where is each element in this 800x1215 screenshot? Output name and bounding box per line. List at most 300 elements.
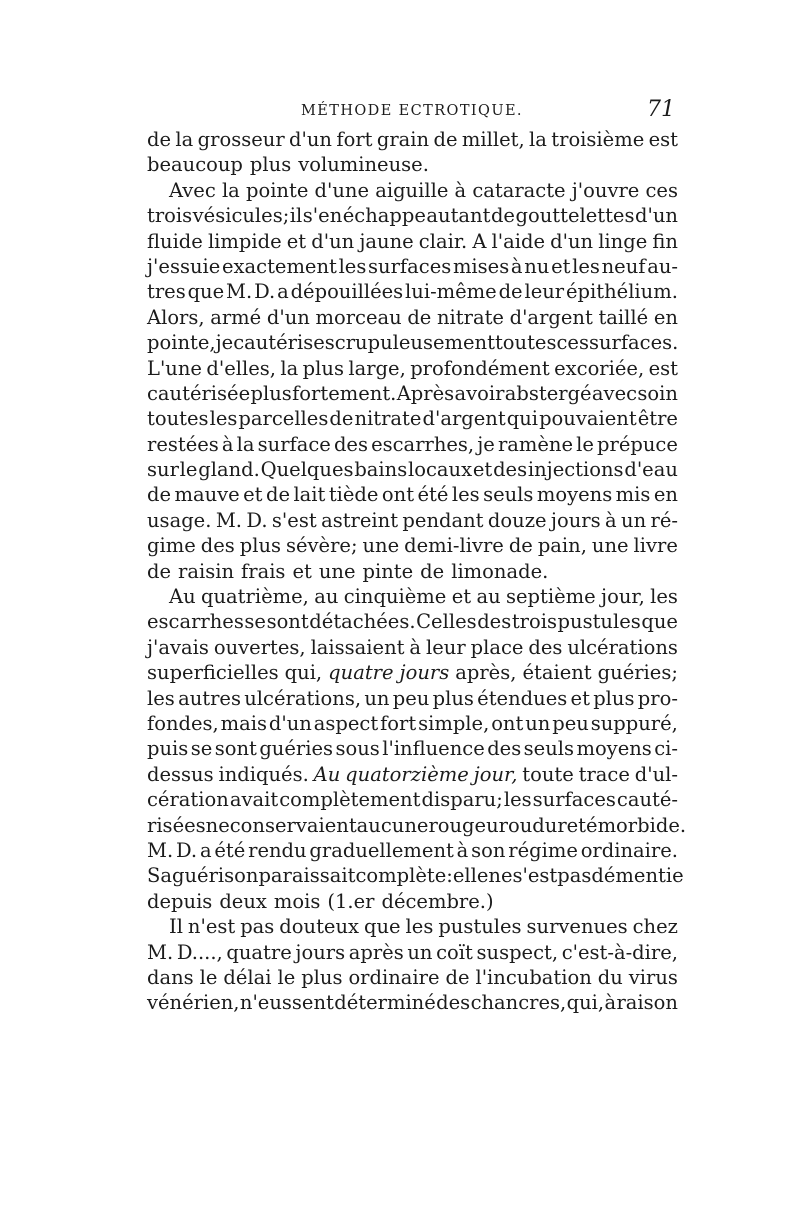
- word: et: [551, 254, 571, 278]
- word: trois: [147, 204, 193, 228]
- word: jour,: [601, 585, 645, 609]
- word: pas: [557, 864, 592, 888]
- text-line: [147, 406, 678, 431]
- word: pro-: [637, 686, 678, 710]
- word: cinquième: [343, 585, 447, 609]
- word: des: [200, 534, 235, 558]
- word: pain,: [537, 534, 587, 558]
- word: les: [503, 788, 532, 812]
- word: régime: [508, 838, 578, 862]
- word: quatorzième: [345, 762, 469, 786]
- word: linge: [598, 229, 648, 253]
- word: fort: [380, 711, 417, 735]
- word: millet,: [461, 128, 525, 151]
- text-line: [147, 127, 678, 152]
- word: les: [572, 254, 600, 278]
- word: ou: [507, 813, 533, 837]
- word: de: [508, 534, 533, 558]
- word: armé: [210, 305, 262, 329]
- word: en: [653, 483, 678, 507]
- word: et: [570, 686, 590, 710]
- word: est: [648, 128, 678, 151]
- word: s'est: [271, 508, 317, 532]
- word: les: [209, 407, 238, 431]
- word: ces: [556, 331, 589, 355]
- text-line: [147, 254, 678, 279]
- word: plus: [249, 153, 292, 177]
- text-line: [147, 229, 678, 254]
- word: parcelles: [238, 407, 329, 431]
- word: de: [433, 128, 458, 151]
- word: cautérisée: [147, 381, 251, 405]
- text-line: [147, 762, 678, 787]
- word: Alors,: [147, 305, 205, 329]
- word: limpide: [207, 229, 282, 253]
- word: ces: [645, 178, 678, 202]
- text-line: [147, 609, 678, 634]
- word: des: [528, 635, 563, 659]
- word: nitrate: [354, 407, 422, 431]
- word: à: [454, 178, 467, 202]
- word: à: [456, 838, 469, 862]
- word: moyens: [536, 483, 613, 507]
- word: tiède: [328, 483, 379, 507]
- word: avec: [591, 381, 638, 405]
- word: vésicules;: [192, 204, 290, 228]
- word: jours: [399, 661, 450, 685]
- text-line: [147, 305, 678, 330]
- word: nitrate: [436, 305, 504, 329]
- word: escarrhes,: [371, 432, 475, 456]
- word: été: [417, 483, 449, 507]
- word: chez: [632, 915, 678, 939]
- word: D.: [175, 838, 198, 862]
- word: D.: [254, 280, 276, 304]
- word: dans: [147, 965, 194, 989]
- text-line: [147, 482, 678, 507]
- word: ordinaire.: [580, 838, 678, 862]
- word: guéries: [259, 737, 334, 761]
- word: sous: [335, 737, 380, 761]
- word: étaient: [522, 661, 592, 685]
- word: morceau: [315, 305, 402, 329]
- word: laissaient: [310, 635, 405, 659]
- word: d'argent: [509, 305, 593, 329]
- word: troisième: [551, 128, 645, 151]
- word: escarrhes: [147, 610, 244, 634]
- word: avait: [229, 788, 279, 812]
- word: que: [641, 610, 678, 634]
- word: de: [265, 483, 290, 507]
- word: douze: [487, 508, 547, 532]
- word: graduellement: [309, 838, 454, 862]
- word: injections: [527, 458, 624, 482]
- word: plus: [250, 381, 292, 405]
- word: scrupuleusement: [324, 331, 495, 355]
- word: Au: [169, 585, 196, 609]
- word: en: [653, 305, 678, 329]
- word: pointe,: [147, 331, 216, 355]
- word: toutes: [147, 407, 209, 431]
- word: toute: [522, 762, 574, 786]
- text-line: [147, 559, 678, 584]
- word: s'en: [302, 204, 343, 228]
- text-line: [147, 203, 678, 228]
- word: déterminé: [334, 991, 436, 1015]
- word: de: [329, 407, 354, 431]
- word: et: [243, 483, 263, 507]
- word: ulcérations: [567, 635, 678, 659]
- word: ne: [205, 813, 230, 837]
- word: guérison: [171, 864, 259, 888]
- text-line: [147, 356, 678, 381]
- word: est: [648, 356, 678, 380]
- word: A: [472, 229, 487, 253]
- text-line: [147, 152, 678, 177]
- word: neuf: [601, 254, 646, 278]
- word: prépuce: [597, 432, 678, 456]
- word: ouvertes,: [213, 635, 306, 659]
- word: il: [289, 204, 303, 228]
- word: épithélium.: [566, 280, 678, 304]
- word: pustules: [438, 915, 522, 939]
- word: plus: [593, 686, 635, 710]
- word: fluide: [147, 229, 203, 253]
- word: après,: [455, 661, 517, 685]
- word: clair.: [418, 229, 468, 253]
- word: les: [405, 915, 434, 939]
- word: pouvaient: [539, 407, 637, 431]
- word: dessus: [147, 762, 214, 786]
- word: survenues: [526, 915, 628, 939]
- word: qui: [506, 407, 539, 431]
- word: un: [407, 940, 433, 964]
- body-text: [147, 127, 687, 1016]
- text-line: [147, 863, 684, 888]
- word: suppuré,: [590, 711, 678, 735]
- word: la: [280, 356, 299, 380]
- word: à: [604, 508, 617, 532]
- word: d'un: [634, 204, 678, 228]
- text-line: [147, 279, 678, 304]
- word: Quelques: [260, 458, 354, 482]
- word: soin: [637, 381, 678, 405]
- word: sont: [266, 610, 309, 634]
- word: demi-livre: [404, 534, 504, 558]
- word: ulcérations,: [244, 686, 362, 710]
- word: autant: [426, 204, 491, 228]
- word: surfaces: [532, 788, 616, 812]
- word: surfaces.: [588, 331, 679, 355]
- word: mises: [452, 254, 510, 278]
- word: cauté-: [616, 788, 678, 812]
- word: peu: [552, 711, 589, 735]
- word: des: [493, 458, 528, 482]
- word: restées: [147, 432, 219, 456]
- word: à: [510, 254, 523, 278]
- word: rendu: [248, 838, 307, 862]
- word: d'elles,: [206, 356, 276, 380]
- word: leur: [524, 280, 565, 304]
- word: un: [621, 508, 647, 532]
- word: fin: [652, 229, 678, 253]
- text-line: [147, 965, 678, 990]
- word: délai: [223, 965, 272, 989]
- text-line: [147, 787, 678, 812]
- word: aiguille: [375, 178, 449, 202]
- word: Celles: [416, 610, 477, 634]
- word: été: [214, 838, 246, 862]
- word: beaucoup: [147, 153, 243, 177]
- word: mis: [615, 483, 651, 507]
- word: quatre: [226, 940, 292, 964]
- word: ne: [488, 864, 513, 888]
- word: chancres,: [470, 991, 567, 1015]
- word: vénérien,: [147, 991, 240, 1015]
- word: plus: [301, 965, 343, 989]
- word: s'est: [512, 864, 558, 888]
- word: fortement.: [292, 381, 397, 405]
- word: étendues: [477, 686, 568, 710]
- running-title: MÉTHODE ECTROTIQUE.: [301, 103, 523, 119]
- word: dépouillées: [290, 280, 404, 304]
- word: d'argent: [422, 407, 506, 431]
- word: rougeur: [428, 813, 508, 837]
- word: d'un: [311, 229, 355, 253]
- word: et: [451, 585, 472, 609]
- word: des: [333, 432, 368, 456]
- word: virus: [628, 965, 678, 989]
- word: mais: [220, 711, 268, 735]
- word: le: [277, 965, 296, 989]
- word: que: [187, 280, 225, 304]
- word: pustules: [557, 610, 641, 634]
- word: gime: [147, 534, 196, 558]
- word: ramène: [497, 432, 574, 456]
- word: a: [199, 838, 212, 862]
- word: n'eussent: [239, 991, 334, 1015]
- word: simple,: [418, 711, 490, 735]
- word: et: [286, 229, 307, 253]
- word: à: [221, 432, 234, 456]
- word: livre: [633, 534, 678, 558]
- word: l'aide: [491, 229, 545, 253]
- text-line: [147, 813, 687, 838]
- word: profondément: [410, 356, 550, 380]
- word: à: [604, 991, 617, 1015]
- word: surface: [257, 432, 331, 456]
- word: les: [147, 686, 175, 710]
- word: M.: [226, 280, 253, 304]
- word: la: [529, 128, 547, 151]
- word: puis: [147, 737, 189, 761]
- text-line: [147, 660, 678, 685]
- word: septième: [506, 585, 596, 609]
- word: je: [215, 331, 234, 355]
- word: Après: [396, 381, 455, 405]
- word: abstergé: [504, 381, 592, 405]
- word: la: [236, 432, 255, 456]
- word: jour,: [473, 762, 518, 786]
- word: des: [487, 737, 522, 761]
- page-number: 71: [647, 97, 675, 122]
- word: lait: [293, 483, 326, 507]
- word: D....,: [176, 940, 223, 964]
- text-line: [147, 178, 678, 203]
- word: quatre: [328, 661, 394, 685]
- word: jaune: [359, 229, 414, 253]
- word: aspect: [313, 711, 379, 735]
- word: j'avais: [147, 635, 209, 659]
- word: complètement: [279, 788, 421, 812]
- word: être: [637, 407, 678, 431]
- word: jours: [295, 940, 346, 964]
- word: de: [490, 204, 515, 228]
- word: leur: [426, 635, 466, 659]
- word: je: [477, 432, 495, 456]
- word: conservaient: [229, 813, 357, 837]
- word: seuls: [523, 737, 575, 761]
- word: exactement: [221, 254, 337, 278]
- word: grosseur: [197, 128, 285, 151]
- word: échappe: [342, 204, 426, 228]
- word: se: [190, 737, 213, 761]
- word: deux: [219, 889, 267, 913]
- word: une: [591, 534, 629, 558]
- word: ordinaire: [348, 965, 440, 989]
- word: son: [471, 838, 506, 862]
- word: tres: [147, 280, 186, 304]
- word: d'ul-: [634, 762, 678, 786]
- word: trois: [511, 610, 557, 634]
- word: pas: [240, 915, 275, 939]
- word: du: [597, 965, 623, 989]
- word: M.: [147, 940, 174, 964]
- text-line: [147, 457, 678, 482]
- word: nu: [524, 254, 550, 278]
- word: n'est: [187, 915, 236, 939]
- word: L'une: [147, 356, 202, 380]
- word: d'une: [314, 178, 370, 202]
- word: gouttelettes: [515, 204, 635, 228]
- word: :: [446, 864, 453, 888]
- word: frais: [241, 559, 286, 583]
- word: gland.: [198, 458, 260, 482]
- word: volumineuse.: [298, 153, 429, 177]
- word: depuis: [147, 889, 213, 913]
- word: aucune: [356, 813, 429, 837]
- word: de: [147, 483, 172, 507]
- word: ont: [491, 711, 524, 735]
- text-line: [147, 736, 678, 761]
- word: place: [470, 635, 524, 659]
- word: le: [179, 458, 198, 482]
- word: trace: [578, 762, 630, 786]
- word: pinte: [362, 559, 414, 583]
- word: large,: [348, 356, 406, 380]
- text-line: [147, 584, 678, 609]
- word: cataracte: [472, 178, 566, 202]
- word: de: [147, 559, 172, 583]
- word: de: [147, 128, 172, 151]
- word: paraissait: [258, 864, 356, 888]
- word: bains: [354, 458, 408, 482]
- word: coït: [436, 940, 473, 964]
- word: disparu;: [421, 788, 503, 812]
- word: plus: [432, 686, 474, 710]
- word: toutes: [494, 331, 557, 355]
- word: et: [472, 458, 493, 482]
- word: détachées.: [309, 610, 416, 634]
- word: pendant: [402, 508, 484, 532]
- word: douteux: [279, 915, 360, 939]
- text-line: [147, 889, 678, 914]
- word: Avec: [169, 178, 216, 202]
- word: morbide.: [597, 813, 687, 837]
- word: Sa: [147, 864, 172, 888]
- word: les: [338, 254, 367, 278]
- word: l'incubation: [475, 965, 592, 989]
- word: des: [477, 610, 512, 634]
- word: se: [244, 610, 266, 634]
- word: cautérise: [233, 331, 325, 355]
- word: mois: [273, 889, 321, 913]
- word: d'un: [268, 711, 312, 735]
- word: excoriée,: [554, 356, 645, 380]
- text-line: [147, 914, 678, 939]
- word: plus: [239, 534, 282, 558]
- word: grain: [376, 128, 430, 151]
- word: fort: [336, 128, 373, 151]
- word: Au: [313, 762, 341, 786]
- word: locaux: [408, 458, 473, 482]
- word: de: [420, 559, 445, 583]
- word: quatrième,: [201, 585, 309, 609]
- text-line: [147, 508, 678, 533]
- word: superficielles: [147, 661, 279, 685]
- word: elle: [452, 864, 489, 888]
- word: sévère;: [285, 534, 358, 558]
- word: de: [445, 965, 470, 989]
- text-line: [147, 838, 678, 863]
- word: pointe: [245, 178, 309, 202]
- word: jours: [550, 508, 601, 532]
- text-line: [147, 330, 678, 355]
- word: Il: [169, 915, 183, 939]
- word: les: [451, 483, 480, 507]
- word: qui,: [284, 661, 323, 685]
- word: a: [277, 280, 289, 304]
- word: une: [362, 534, 400, 558]
- word: de: [407, 305, 432, 329]
- word: limonade.: [451, 559, 549, 583]
- word: avoir: [454, 381, 505, 405]
- word: le: [199, 965, 218, 989]
- word: la: [221, 178, 240, 202]
- word: surfaces: [368, 254, 452, 278]
- word: lui-même: [405, 280, 497, 304]
- word: M.: [147, 838, 174, 862]
- word: après: [348, 940, 404, 964]
- word: d'eau: [624, 458, 678, 482]
- word: ci-: [654, 737, 678, 761]
- text-line: [147, 432, 678, 457]
- word: l'influence: [382, 737, 485, 761]
- word: un: [525, 711, 551, 735]
- word: des: [436, 991, 471, 1015]
- word: de: [498, 280, 523, 304]
- word: ré-: [650, 508, 678, 532]
